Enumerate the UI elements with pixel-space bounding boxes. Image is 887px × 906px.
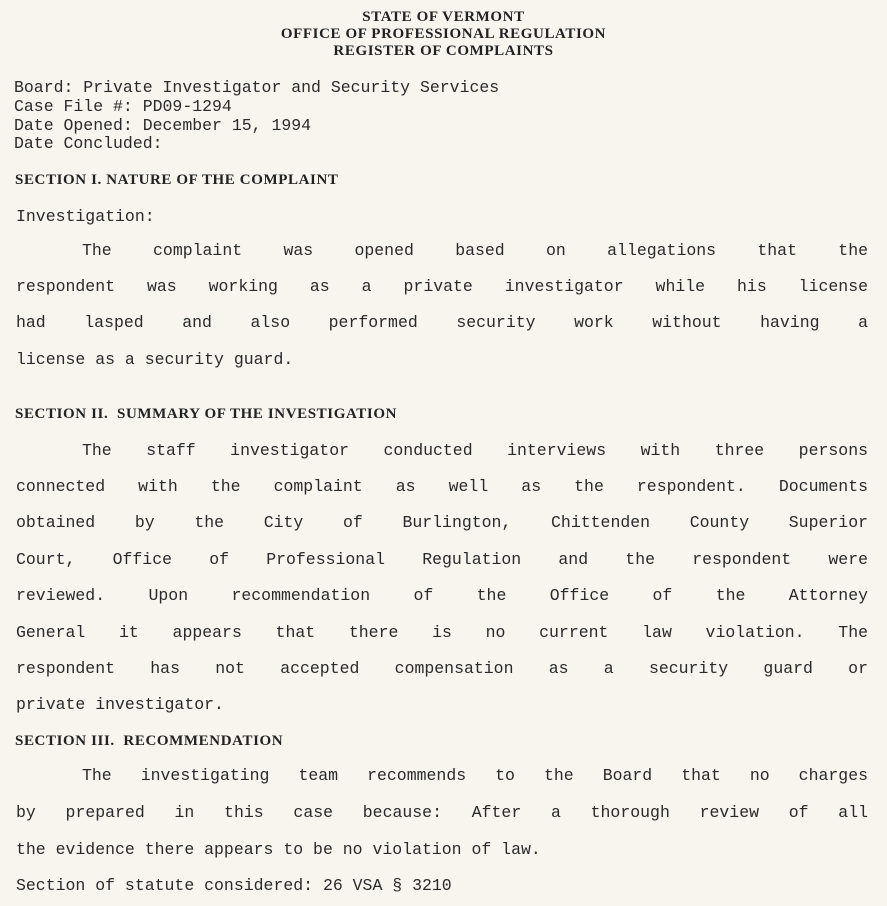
section-2-line: The staff investigator conducted interviews with three persons	[82, 441, 868, 460]
section-3-line: by prepared in this case because: After a thorough review of all	[16, 803, 868, 822]
case-file-field: Case File #: PD09-1294	[14, 97, 232, 116]
section-1-line: The complaint was opened based on allegations that the	[82, 241, 868, 260]
date-concluded-field: Date Concluded:	[14, 134, 163, 153]
header-state: STATE OF VERMONT	[362, 9, 525, 25]
header-office: OFFICE OF PROFESSIONAL REGULATION	[280, 26, 607, 42]
section-1-line: had lasped and also performed security work without having a	[16, 313, 868, 332]
section-3-line: the evidence there appears to be no violation of law.	[16, 840, 541, 859]
investigation-label: Investigation:	[16, 207, 155, 226]
board-field: Board: Private Investigator and Security Services	[14, 78, 500, 97]
section-2-line: General it appears that there is no current law violation. The	[16, 623, 868, 642]
section-2-line: connected with the complaint as well as the respondent. Documents	[16, 477, 868, 496]
section-3-heading: SECTION III. RECOMMENDATION	[15, 733, 284, 749]
section-1-line: respondent was working as a private investigator while his license	[16, 277, 868, 296]
statute-considered: Section of statute considered: 26 VSA § 3210	[16, 876, 452, 895]
section-2-line: private investigator.	[16, 695, 224, 714]
section-2-line: Court, Office of Professional Regulation and the respondent were	[16, 550, 868, 569]
section-2-line: respondent has not accepted compensation as a security guard or	[16, 659, 868, 678]
section-2-line: obtained by the City of Burlington, Chittenden County Superior	[16, 513, 868, 532]
header-register: REGISTER OF COMPLAINTS	[333, 43, 554, 59]
section-1-line: license as a security guard.	[16, 350, 294, 369]
section-2-heading: SECTION II. SUMMARY OF THE INVESTIGATION	[15, 406, 398, 422]
section-2-line: reviewed. Upon recommendation of the Office of the Attorney	[16, 586, 868, 605]
section-3-line: The investigating team recommends to the Board that no charges	[82, 766, 868, 785]
section-1-heading: SECTION I. NATURE OF THE COMPLAINT	[15, 172, 339, 188]
date-opened-field: Date Opened: December 15, 1994	[14, 116, 312, 135]
